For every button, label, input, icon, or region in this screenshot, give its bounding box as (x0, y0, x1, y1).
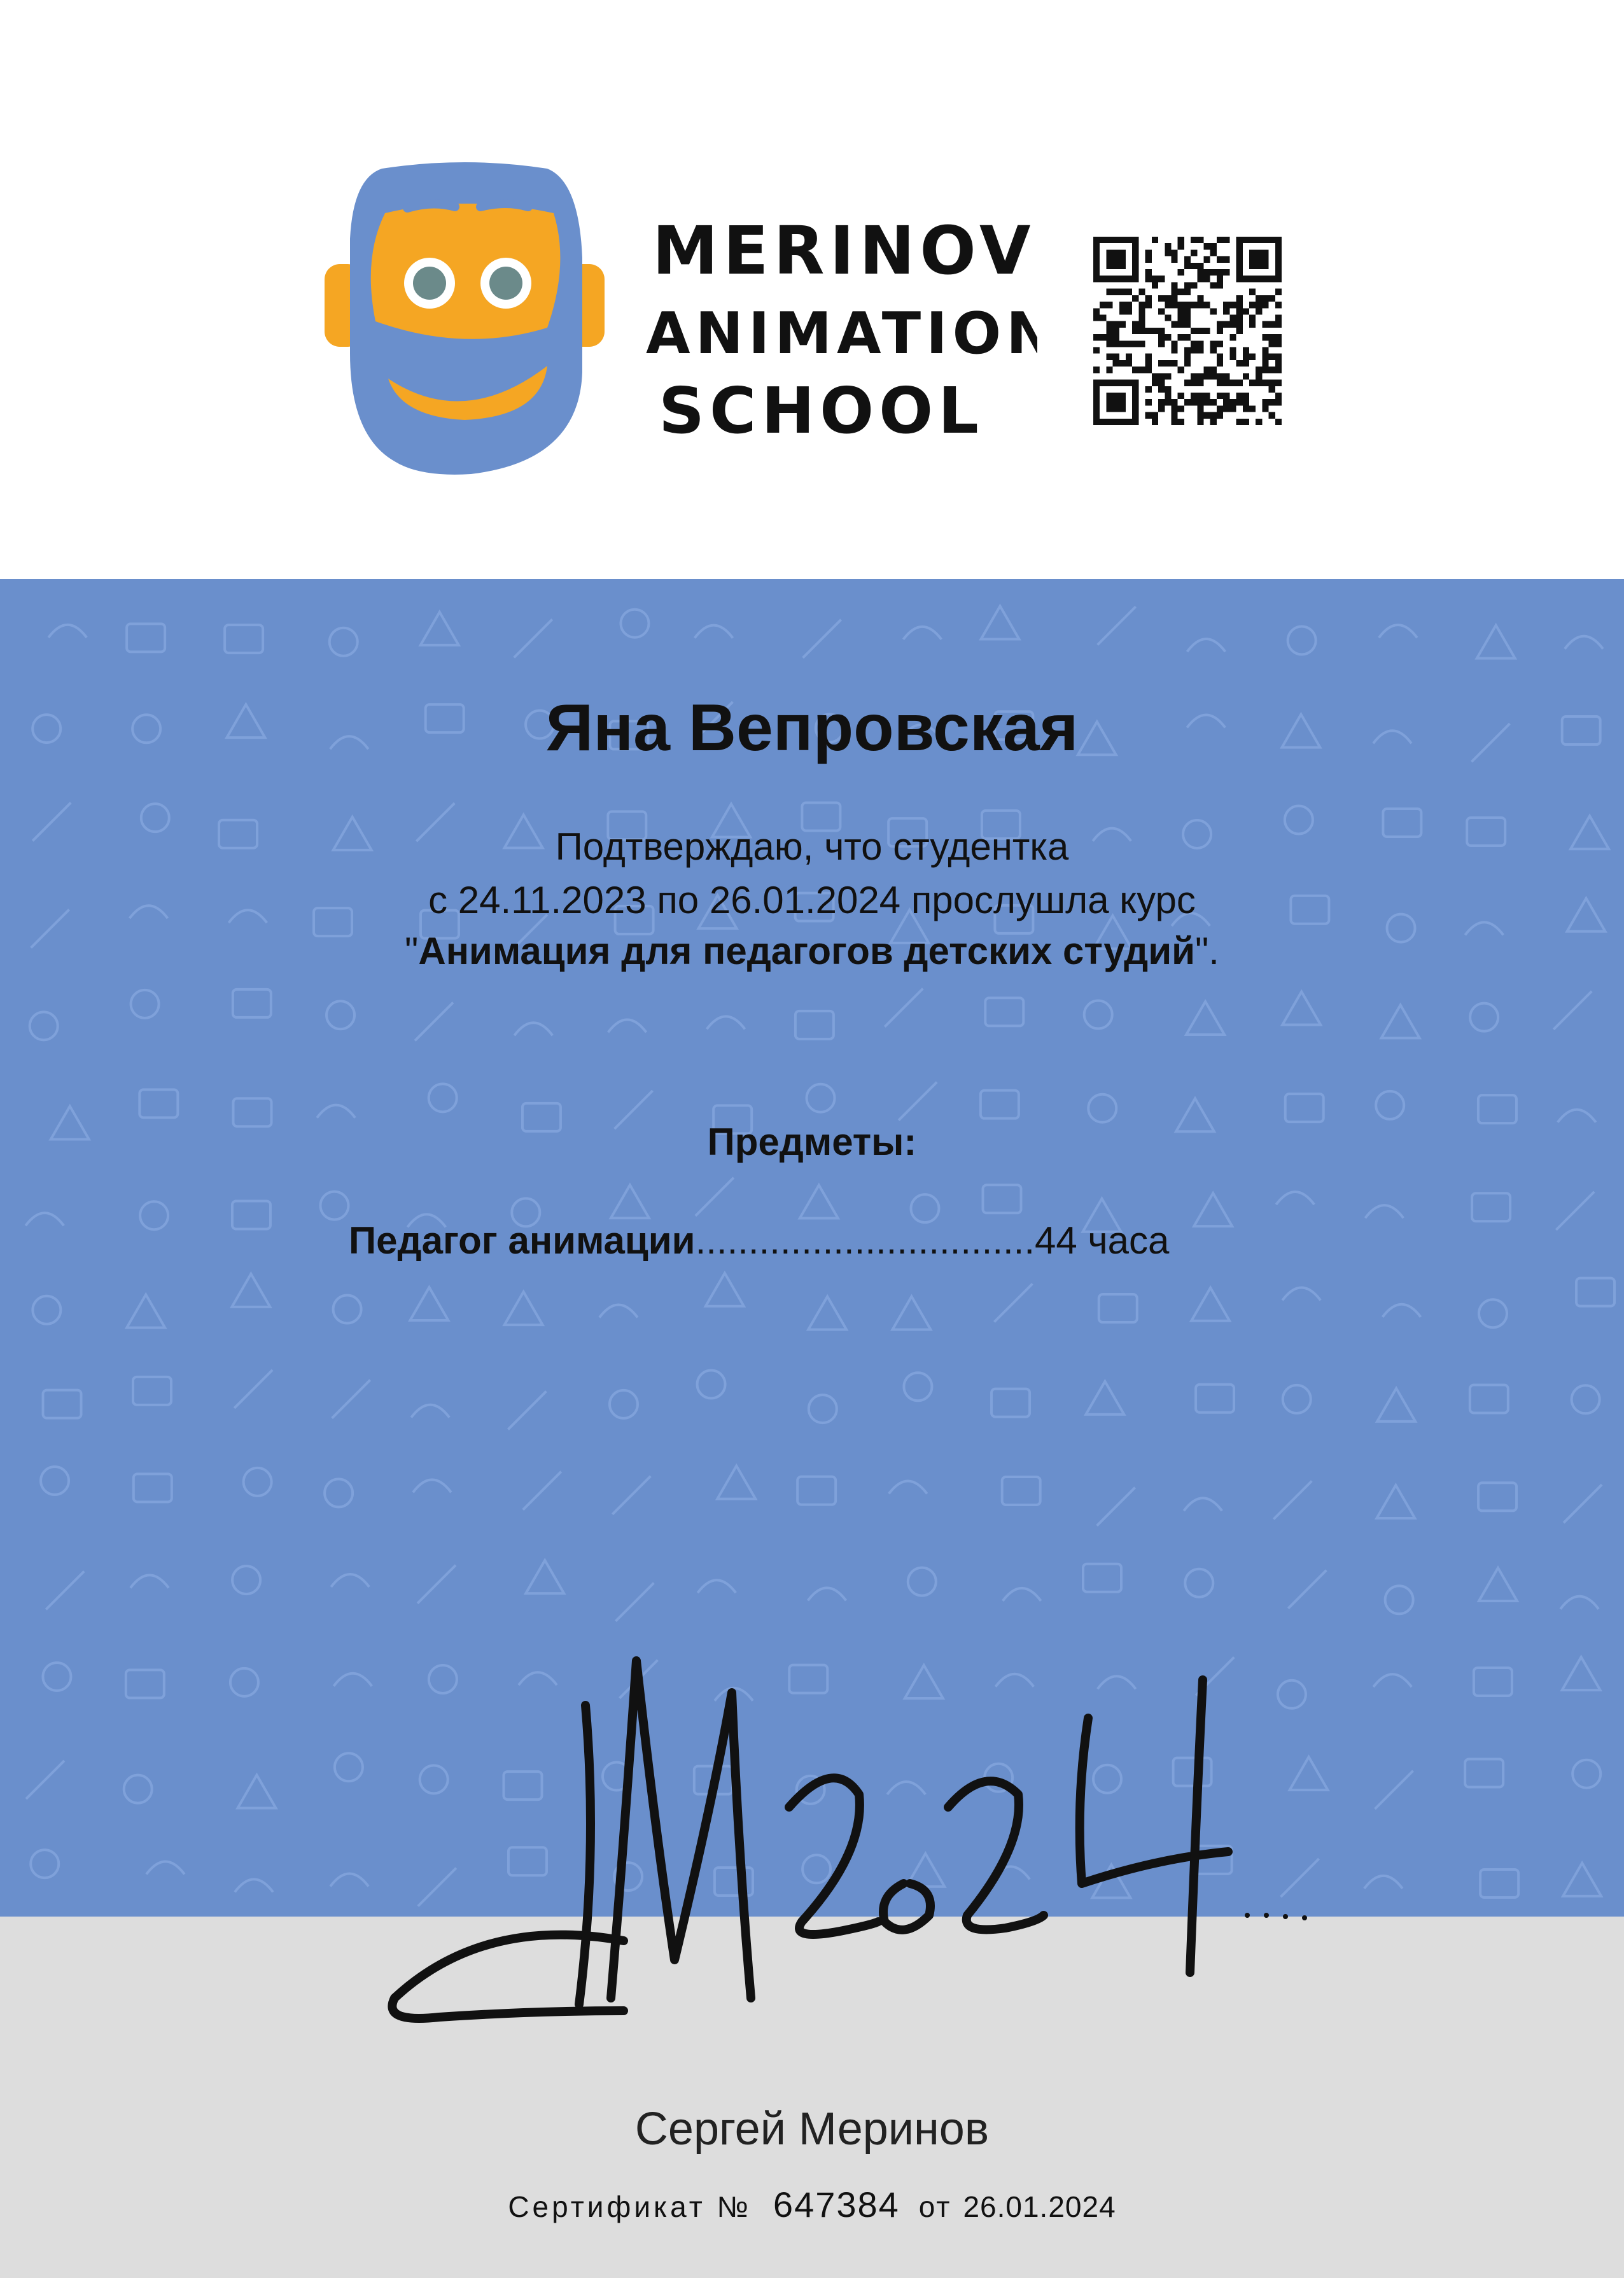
doodle-shape (981, 1091, 1019, 1119)
doodle-shape (508, 1391, 546, 1429)
doodle-shape (232, 1274, 270, 1307)
doodle-shape (235, 1879, 273, 1892)
qr-code-icon[interactable] (1093, 237, 1282, 425)
doodle-shape (415, 1002, 453, 1040)
doodle-shape (330, 628, 358, 656)
course-name: Анимация для педагогов детских студий (418, 930, 1195, 972)
doodle-shape (803, 620, 841, 658)
doodle-shape (994, 1284, 1032, 1322)
doodle-shape (1373, 1674, 1411, 1687)
doodle-shape (1088, 1094, 1116, 1122)
doodle-shape (410, 1287, 448, 1320)
doodle-shape (1364, 1876, 1403, 1889)
doodle-shape (1086, 1381, 1124, 1415)
doodle-shape (237, 1775, 276, 1808)
doodle-shape (232, 1566, 260, 1594)
doodle-shape (25, 1213, 64, 1226)
doodle-shape (991, 1389, 1030, 1417)
doodle-shape (1282, 1287, 1320, 1300)
wordmark-lettering (643, 204, 1037, 445)
doodle-shape (1478, 1483, 1516, 1511)
doodle-shape (706, 1273, 744, 1306)
doodle-shape (514, 1023, 552, 1035)
doodle-shape (1472, 1193, 1510, 1221)
doodle-shape (514, 619, 552, 657)
doodle-shape (800, 1185, 838, 1218)
doodle-shape (31, 1850, 59, 1878)
handwritten-signature (356, 1642, 1349, 2049)
doodle-shape (124, 1775, 152, 1803)
doodle-shape (46, 1571, 84, 1609)
doodle-shape (232, 1201, 270, 1229)
doodle-shape (140, 1201, 168, 1229)
doodle-shape (134, 1474, 172, 1502)
doodle-shape (332, 1380, 370, 1418)
doodle-shape (1283, 1385, 1311, 1413)
doodle-shape (807, 1084, 835, 1112)
doodle-shape (1285, 1094, 1324, 1122)
doodle-shape (1564, 1485, 1602, 1523)
doodle-shape (695, 625, 733, 638)
doodle-shape (899, 1082, 937, 1121)
doodle-shape (697, 1371, 725, 1399)
doodle-shape (615, 1583, 654, 1621)
doodle-shape (904, 1373, 932, 1401)
doodle-shape (1097, 1488, 1135, 1526)
doodle-shape (505, 1292, 543, 1325)
doodle-shape (808, 1296, 846, 1329)
doodle-shape (1191, 1288, 1229, 1321)
doodle-shape (1376, 1485, 1415, 1518)
doodle-shape (1288, 627, 1316, 655)
doodle-shape (608, 1019, 647, 1032)
doodle-shape (1377, 1388, 1415, 1422)
doodle-shape (48, 625, 87, 638)
doodle-shape (1562, 1657, 1600, 1690)
doodle-shape (230, 1668, 258, 1696)
doodle-shape (1365, 1205, 1403, 1218)
doodle-shape (1479, 1299, 1507, 1327)
doodle-shape (1002, 1477, 1040, 1505)
doodle-shape (32, 1296, 60, 1324)
doodle-shape (983, 1185, 1021, 1213)
doodle-shape (1194, 1193, 1232, 1226)
doodle-shape (1565, 636, 1603, 649)
doodle-shape (889, 1481, 927, 1493)
doodle-shape (908, 1568, 936, 1596)
doodle-shape (146, 1861, 185, 1874)
doodle-shape (523, 1472, 561, 1510)
school-wordmark (643, 204, 1037, 445)
doodle-shape (1480, 1869, 1518, 1897)
doodle-shape (1478, 1095, 1516, 1123)
doodle-shape (126, 1670, 164, 1698)
doodle-shape (127, 1295, 165, 1328)
doodle-shape (1379, 625, 1417, 638)
subject-name: Педагог анимации (349, 1219, 696, 1262)
doodle-shape (429, 1084, 457, 1112)
doodle-shape (696, 1178, 734, 1216)
doodle-shape (331, 1574, 369, 1587)
doodle-shape (326, 1001, 354, 1029)
doodle-shape (903, 627, 941, 639)
student-name: Яна Вепровская (545, 691, 1079, 765)
doodle-shape (1474, 1668, 1512, 1696)
doodle-shape (411, 1405, 449, 1418)
doodle-shape (707, 1016, 745, 1029)
doodle-shape (1276, 1192, 1314, 1205)
doodle-shape (1282, 991, 1320, 1024)
period-line: с 24.11.2023 по 26.01.2024 прослушла курс (428, 879, 1196, 921)
doodle-shape (317, 1105, 355, 1118)
doodle-shape (612, 1476, 650, 1514)
doodle-shape (1083, 1564, 1121, 1592)
doodle-shape (41, 1467, 69, 1495)
doodle-shape (1385, 1586, 1413, 1614)
doodle-shape (1382, 1005, 1420, 1038)
doodle-shape (1556, 1192, 1594, 1230)
doodle-shape (131, 990, 159, 1018)
subject-hours: 44 часа (1035, 1219, 1170, 1262)
doodle-shape (1288, 1570, 1326, 1609)
doodle-shape (1185, 1569, 1213, 1597)
doodle-shape (808, 1588, 846, 1600)
doodle-shape (809, 1395, 837, 1423)
doodle-shape (233, 989, 271, 1017)
doodle-shape (30, 1012, 58, 1040)
doodle-shape (885, 989, 923, 1027)
doodle-shape (1563, 1863, 1601, 1896)
doodle-shape (1196, 1385, 1234, 1413)
doodle-shape (127, 624, 165, 652)
subject-row (349, 1219, 1169, 1262)
course-line (0, 929, 1624, 973)
certificate-number: 647384 (773, 2184, 900, 2225)
certificate-from-label: от (918, 2190, 952, 2223)
doodle-shape (620, 610, 648, 638)
doodle-shape (139, 1089, 178, 1117)
wordmark-line-3: SCHOOL (659, 374, 984, 445)
doodle-shape (43, 1663, 71, 1691)
doodle-shape (717, 1466, 755, 1499)
doodle-shape (1576, 1278, 1614, 1306)
doodle-shape (225, 625, 263, 653)
doodle-shape (892, 1297, 930, 1330)
doodle-shape (1184, 1498, 1222, 1511)
course-open-quote: " (405, 930, 419, 972)
doodle-shape (333, 1296, 361, 1324)
doodle-shape (611, 1185, 649, 1218)
doodle-shape (244, 1468, 272, 1496)
subject-leader-dots: ................................ (695, 1219, 1035, 1262)
doodle-shape (610, 1390, 638, 1418)
doodle-shape (325, 1479, 353, 1507)
doodle-shape (1273, 1481, 1312, 1520)
doodle-shape (1187, 639, 1225, 652)
doodle-shape (320, 1192, 348, 1220)
signer-name: Сергей Меринов (634, 2104, 990, 2155)
doodle-shape (133, 1377, 171, 1405)
doodle-shape (1470, 1385, 1508, 1413)
subjects-heading: Предметы: (707, 1121, 917, 1163)
doodle-shape (1003, 1588, 1041, 1601)
certificate-date: 26.01.2024 (963, 2190, 1116, 2223)
doodle-shape (130, 1575, 169, 1588)
wordmark-line-2: ANIMATION (646, 300, 1037, 367)
doodle-shape (1560, 1597, 1599, 1609)
course-close-quote: ". (1194, 930, 1219, 972)
doodle-shape (421, 612, 459, 645)
doodle-shape (234, 1370, 272, 1408)
wordmark-line-1: MERINOV (652, 212, 1036, 290)
doodle-shape (1553, 991, 1592, 1030)
doodle-shape (1470, 1003, 1498, 1031)
doodle-shape (1098, 606, 1136, 645)
doodle-shape (985, 998, 1023, 1026)
doodle-shape (43, 1390, 81, 1418)
doodle-shape (1479, 1568, 1517, 1601)
doodle-shape (1376, 1091, 1404, 1119)
confirmation-line: Подтверждаю, что студентка (555, 825, 1069, 868)
doodle-shape (795, 1011, 834, 1039)
doodle-shape (599, 1304, 638, 1317)
certificate-number-line (0, 2184, 1624, 2225)
doodle-shape (26, 1761, 64, 1799)
doodle-shape (1383, 1304, 1421, 1317)
doodle-shape (1375, 1771, 1413, 1809)
doodle-shape (1186, 1002, 1224, 1035)
certificate-header (0, 0, 1624, 579)
doodle-shape (1572, 1760, 1600, 1788)
doodle-shape (1465, 1759, 1503, 1787)
school-mascot-logo (325, 162, 605, 480)
doodle-shape (1572, 1385, 1600, 1413)
doodle-shape (1477, 625, 1515, 659)
doodle-shape (697, 1580, 736, 1593)
doodle-shape (797, 1477, 836, 1505)
doodle-shape (413, 1479, 451, 1492)
doodle-shape (1099, 1294, 1137, 1322)
doodle-shape (981, 606, 1019, 639)
doodle-shape (1084, 1001, 1112, 1029)
doodle-shape (526, 1560, 564, 1593)
doodle-shape (417, 1565, 456, 1604)
certificate-label: Сертификат № (508, 2190, 752, 2223)
